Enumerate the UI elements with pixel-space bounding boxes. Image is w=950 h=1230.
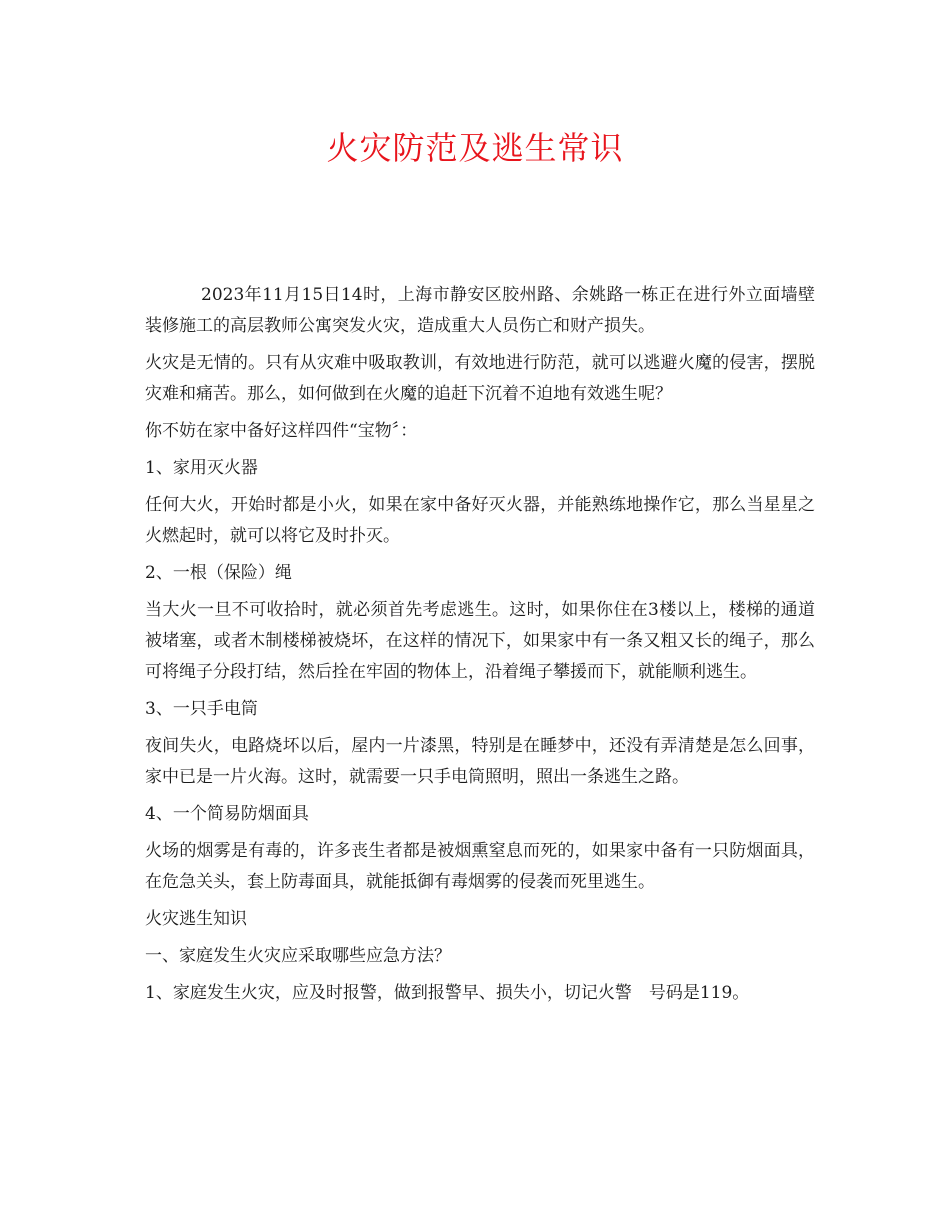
section-heading: 一、家庭发生火灾应采取哪些应急方法？	[145, 946, 451, 966]
section-heading: 2、一根（保险）绳	[145, 563, 292, 583]
document-body	[145, 280, 815, 1015]
paragraph: 你不妨在家中备好这样四件“宝物〞：	[145, 421, 418, 441]
paragraph: 当大火一旦不可收拾时，就必须首先考虑逃生。这时，如果你住在3楼以上，楼梯的通道被堵塞，或者木制楼梯被烧坏，在这样的情况下，如果家中有一条又粗又长的绳子，那么可将绳子分段打结，然后拴在牢固的物体上，沿着绳子攀援而下，就能顺利逃生。	[145, 600, 815, 682]
intro-paragraph: 2023年11月15日14时，上海市静安区胶州路、余姚路一栋正在进行外立面墙壁装修施工的高层教师公寓突发火灾，造成重大人员伤亡和财产损失。	[145, 285, 815, 336]
paragraph: 1、家庭发生火灾，应及时报警，做到报警早、损失小，切记火警 号码是119。	[145, 983, 750, 1003]
section-heading: 3、一只手电筒	[145, 699, 258, 719]
section-heading: 4、一个简易防烟面具	[145, 804, 309, 824]
page-title: 火灾防范及逃生常识	[326, 129, 624, 167]
paragraph: 夜间失火，电路烧坏以后，屋内一片漆黑，特别是在睡梦中，还没有弄清楚是怎么回事，家中已是一片火海。这时，就需要一只手电筒照明，照出一条逃生之路。	[145, 736, 815, 787]
section-heading: 1、家用灭火器	[145, 458, 258, 478]
section-heading: 火灾逃生知识	[145, 909, 247, 929]
paragraph: 任何大火，开始时都是小火，如果在家中备好灭火器，并能熟练地操作它，那么当星星之火燃起时，就可以将它及时扑灭。	[145, 495, 815, 546]
paragraph: 火场的烟雾是有毒的，许多丧生者都是被烟熏窒息而死的，如果家中备有一只防烟面具，在危急关头，套上防毒面具，就能抵御有毒烟雾的侵袭而死里逃生。	[145, 841, 815, 892]
paragraph: 火灾是无情的。只有从灾难中吸取教训，有效地进行防范，就可以逃避火魔的侵害，摆脱灾难和痛苦。那么，如何做到在火魔的追赶下沉着不迫地有效逃生呢？	[145, 353, 815, 404]
